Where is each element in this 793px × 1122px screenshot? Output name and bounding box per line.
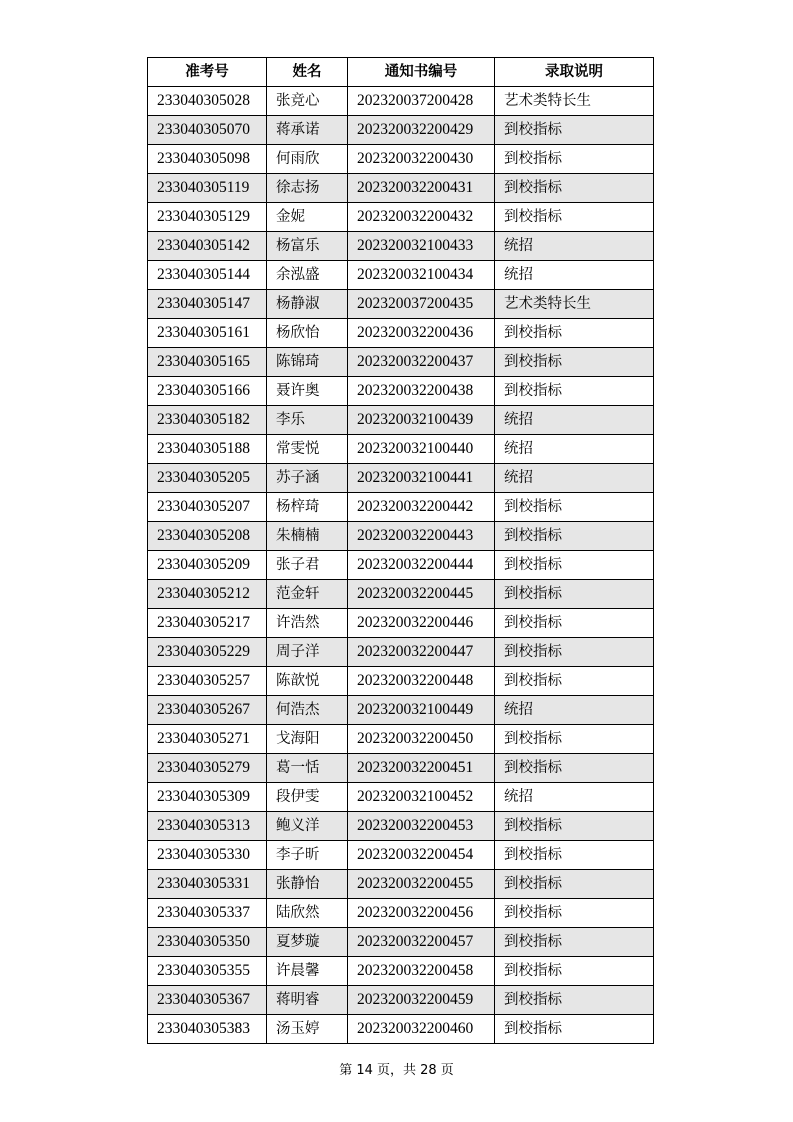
cell-student-name: 张子君 [267, 551, 348, 580]
cell-notice-number: 202320032100440 [348, 435, 495, 464]
cell-notice-number: 202320032200444 [348, 551, 495, 580]
table-row [148, 319, 654, 348]
cell-student-name: 许晨馨 [267, 957, 348, 986]
cell-admission-note: 艺术类特长生 [495, 87, 654, 116]
cell-admission-note: 到校指标 [495, 870, 654, 899]
table-row [148, 290, 654, 319]
column-header-name: 姓名 [267, 58, 348, 87]
cell-notice-number: 202320032200442 [348, 493, 495, 522]
cell-exam-number: 233040305212 [148, 580, 267, 609]
table-row [148, 928, 654, 957]
cell-student-name: 张竞心 [267, 87, 348, 116]
cell-admission-note: 统招 [495, 261, 654, 290]
table-row [148, 116, 654, 145]
table-row [148, 464, 654, 493]
cell-student-name: 汤玉婷 [267, 1015, 348, 1044]
cell-notice-number: 202320032100434 [348, 261, 495, 290]
table-row [148, 145, 654, 174]
cell-exam-number: 233040305355 [148, 957, 267, 986]
cell-admission-note: 统招 [495, 783, 654, 812]
cell-student-name: 余泓盛 [267, 261, 348, 290]
cell-exam-number: 233040305331 [148, 870, 267, 899]
cell-exam-number: 233040305098 [148, 145, 267, 174]
cell-notice-number: 202320032200451 [348, 754, 495, 783]
cell-notice-number: 202320032200459 [348, 986, 495, 1015]
cell-notice-number: 202320032200460 [348, 1015, 495, 1044]
cell-exam-number: 233040305147 [148, 290, 267, 319]
cell-admission-note: 统招 [495, 696, 654, 725]
cell-student-name: 陈锦琦 [267, 348, 348, 377]
cell-student-name: 杨梓琦 [267, 493, 348, 522]
cell-admission-note: 统招 [495, 435, 654, 464]
cell-notice-number: 202320037200435 [348, 290, 495, 319]
cell-student-name: 范金轩 [267, 580, 348, 609]
table-row [148, 870, 654, 899]
cell-exam-number: 233040305188 [148, 435, 267, 464]
cell-student-name: 葛一恬 [267, 754, 348, 783]
cell-student-name: 张静怡 [267, 870, 348, 899]
cell-exam-number: 233040305182 [148, 406, 267, 435]
cell-exam-number: 233040305229 [148, 638, 267, 667]
cell-notice-number: 202320032200448 [348, 667, 495, 696]
cell-notice-number: 202320032100452 [348, 783, 495, 812]
cell-exam-number: 233040305279 [148, 754, 267, 783]
cell-student-name: 戈海阳 [267, 725, 348, 754]
table-row [148, 957, 654, 986]
cell-student-name: 何浩杰 [267, 696, 348, 725]
table-row [148, 261, 654, 290]
cell-exam-number: 233040305028 [148, 87, 267, 116]
cell-notice-number: 202320032200446 [348, 609, 495, 638]
cell-admission-note: 到校指标 [495, 116, 654, 145]
cell-exam-number: 233040305209 [148, 551, 267, 580]
table-row [148, 783, 654, 812]
table-row [148, 1015, 654, 1044]
header-row [148, 58, 654, 87]
column-header-notice-number: 通知书编号 [348, 58, 495, 87]
cell-admission-note: 到校指标 [495, 174, 654, 203]
cell-student-name: 金妮 [267, 203, 348, 232]
cell-notice-number: 202320032200453 [348, 812, 495, 841]
cell-notice-number: 202320032200431 [348, 174, 495, 203]
table-row [148, 232, 654, 261]
table-row [148, 406, 654, 435]
cell-student-name: 蒋承诺 [267, 116, 348, 145]
cell-student-name: 聂许奥 [267, 377, 348, 406]
table-row [148, 348, 654, 377]
cell-admission-note: 到校指标 [495, 551, 654, 580]
cell-admission-note: 到校指标 [495, 203, 654, 232]
cell-notice-number: 202320032200437 [348, 348, 495, 377]
cell-notice-number: 202320032200438 [348, 377, 495, 406]
table-row [148, 203, 654, 232]
table-row [148, 493, 654, 522]
table-row [148, 580, 654, 609]
cell-notice-number: 202320032100433 [348, 232, 495, 261]
cell-student-name: 鲍义洋 [267, 812, 348, 841]
cell-student-name: 陆欣然 [267, 899, 348, 928]
cell-exam-number: 233040305129 [148, 203, 267, 232]
table-body [148, 87, 654, 1044]
cell-exam-number: 233040305271 [148, 725, 267, 754]
cell-exam-number: 233040305165 [148, 348, 267, 377]
table-row [148, 87, 654, 116]
cell-student-name: 陈歆悦 [267, 667, 348, 696]
cell-admission-note: 到校指标 [495, 609, 654, 638]
cell-exam-number: 233040305166 [148, 377, 267, 406]
table-row [148, 609, 654, 638]
cell-notice-number: 202320032200436 [348, 319, 495, 348]
cell-exam-number: 233040305313 [148, 812, 267, 841]
cell-admission-note: 艺术类特长生 [495, 290, 654, 319]
cell-notice-number: 202320032200455 [348, 870, 495, 899]
table-header [148, 58, 654, 87]
cell-student-name: 段伊雯 [267, 783, 348, 812]
cell-admission-note: 到校指标 [495, 957, 654, 986]
cell-admission-note: 统招 [495, 406, 654, 435]
cell-admission-note: 到校指标 [495, 1015, 654, 1044]
cell-exam-number: 233040305350 [148, 928, 267, 957]
cell-notice-number: 202320032100449 [348, 696, 495, 725]
column-header-exam-number: 准考号 [148, 58, 267, 87]
cell-exam-number: 233040305161 [148, 319, 267, 348]
table-row [148, 667, 654, 696]
table-row [148, 725, 654, 754]
cell-student-name: 夏梦璇 [267, 928, 348, 957]
cell-notice-number: 202320032200430 [348, 145, 495, 174]
cell-student-name: 蒋明睿 [267, 986, 348, 1015]
cell-admission-note: 到校指标 [495, 812, 654, 841]
cell-notice-number: 202320032100439 [348, 406, 495, 435]
admission-table [147, 57, 654, 1044]
table-row [148, 435, 654, 464]
table-row [148, 638, 654, 667]
cell-exam-number: 233040305383 [148, 1015, 267, 1044]
cell-admission-note: 到校指标 [495, 986, 654, 1015]
cell-exam-number: 233040305337 [148, 899, 267, 928]
cell-admission-note: 到校指标 [495, 145, 654, 174]
cell-notice-number: 202320032100441 [348, 464, 495, 493]
cell-notice-number: 202320032200458 [348, 957, 495, 986]
cell-admission-note: 到校指标 [495, 841, 654, 870]
cell-student-name: 何雨欣 [267, 145, 348, 174]
table-row [148, 899, 654, 928]
cell-admission-note: 到校指标 [495, 377, 654, 406]
cell-notice-number: 202320032200454 [348, 841, 495, 870]
table-row [148, 812, 654, 841]
cell-admission-note: 到校指标 [495, 319, 654, 348]
table-row [148, 696, 654, 725]
cell-student-name: 常雯悦 [267, 435, 348, 464]
cell-notice-number: 202320032200443 [348, 522, 495, 551]
cell-student-name: 徐志扬 [267, 174, 348, 203]
cell-admission-note: 统招 [495, 464, 654, 493]
cell-exam-number: 233040305217 [148, 609, 267, 638]
cell-admission-note: 到校指标 [495, 754, 654, 783]
cell-student-name: 杨欣怡 [267, 319, 348, 348]
cell-admission-note: 到校指标 [495, 725, 654, 754]
cell-notice-number: 202320032200450 [348, 725, 495, 754]
table-row [148, 522, 654, 551]
column-header-admission-note: 录取说明 [495, 58, 654, 87]
cell-student-name: 许浩然 [267, 609, 348, 638]
cell-student-name: 苏子涵 [267, 464, 348, 493]
cell-exam-number: 233040305207 [148, 493, 267, 522]
cell-exam-number: 233040305330 [148, 841, 267, 870]
table-row [148, 841, 654, 870]
table-row [148, 986, 654, 1015]
cell-exam-number: 233040305267 [148, 696, 267, 725]
table-row [148, 174, 654, 203]
cell-admission-note: 到校指标 [495, 899, 654, 928]
cell-notice-number: 202320032200445 [348, 580, 495, 609]
cell-admission-note: 到校指标 [495, 667, 654, 696]
cell-admission-note: 统招 [495, 232, 654, 261]
cell-student-name: 朱楠楠 [267, 522, 348, 551]
page-footer: 第 14 页，共 28 页 [339, 1063, 454, 1078]
cell-notice-number: 202320032200429 [348, 116, 495, 145]
cell-student-name: 李乐 [267, 406, 348, 435]
cell-exam-number: 233040305257 [148, 667, 267, 696]
cell-exam-number: 233040305205 [148, 464, 267, 493]
cell-notice-number: 202320032200447 [348, 638, 495, 667]
cell-student-name: 周子洋 [267, 638, 348, 667]
cell-exam-number: 233040305119 [148, 174, 267, 203]
cell-exam-number: 233040305367 [148, 986, 267, 1015]
cell-exam-number: 233040305144 [148, 261, 267, 290]
table-row [148, 377, 654, 406]
cell-admission-note: 到校指标 [495, 493, 654, 522]
cell-student-name: 杨富乐 [267, 232, 348, 261]
cell-admission-note: 到校指标 [495, 928, 654, 957]
cell-exam-number: 233040305142 [148, 232, 267, 261]
table-row [148, 754, 654, 783]
cell-exam-number: 233040305070 [148, 116, 267, 145]
cell-notice-number: 202320032200432 [348, 203, 495, 232]
cell-student-name: 李子昕 [267, 841, 348, 870]
cell-admission-note: 到校指标 [495, 522, 654, 551]
cell-admission-note: 到校指标 [495, 580, 654, 609]
cell-admission-note: 到校指标 [495, 638, 654, 667]
cell-notice-number: 202320037200428 [348, 87, 495, 116]
cell-notice-number: 202320032200456 [348, 899, 495, 928]
cell-notice-number: 202320032200457 [348, 928, 495, 957]
cell-exam-number: 233040305309 [148, 783, 267, 812]
cell-exam-number: 233040305208 [148, 522, 267, 551]
cell-admission-note: 到校指标 [495, 348, 654, 377]
cell-student-name: 杨静淑 [267, 290, 348, 319]
table-row [148, 551, 654, 580]
